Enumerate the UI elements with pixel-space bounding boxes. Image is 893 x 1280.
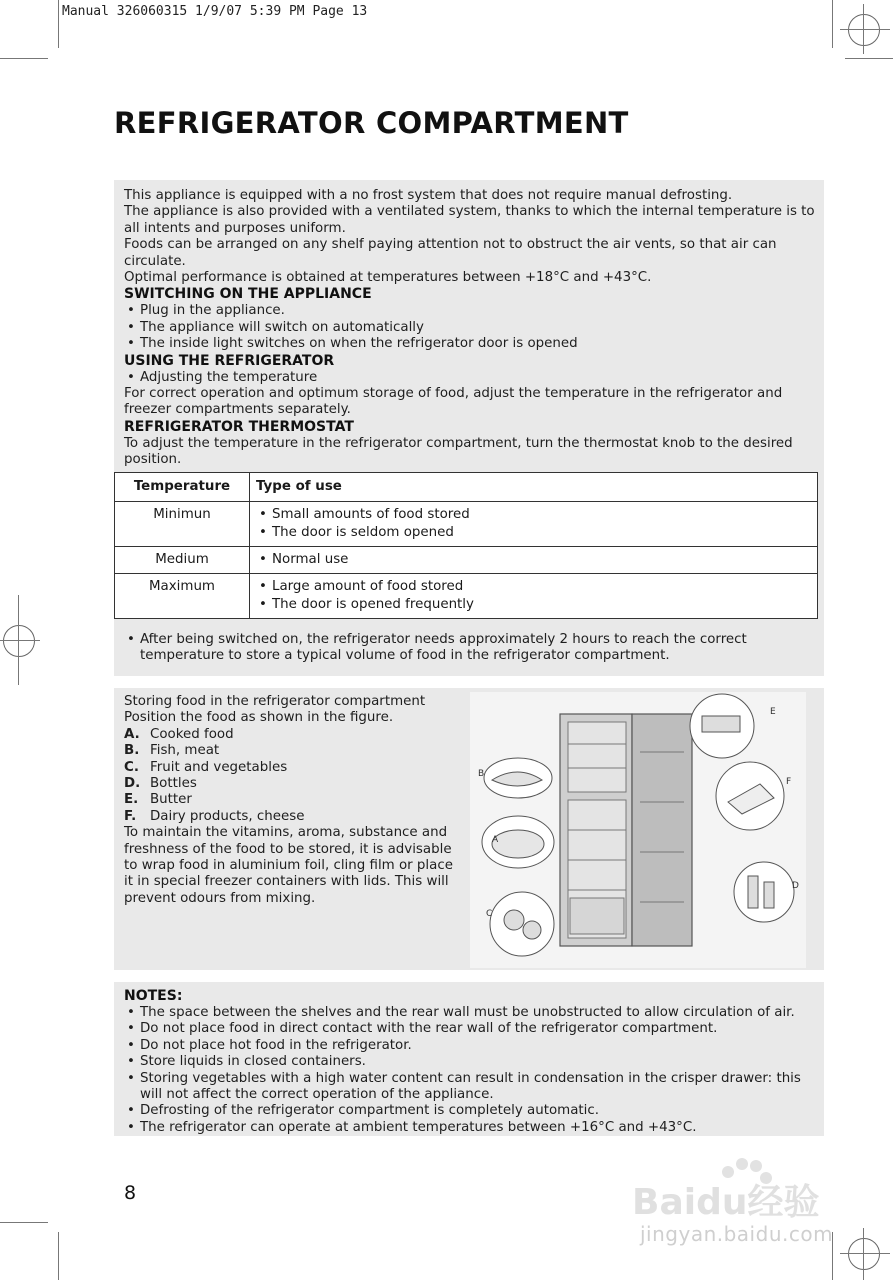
after-switch-on-note: • After being switched on, the refrigerator needs approximately 2 hours to reach the correct temperature to store a typical volume of food in the refrigerator compartment. <box>124 632 814 665</box>
crop-mark <box>840 29 890 30</box>
fridge-right-door <box>632 714 692 946</box>
figure-label-d: D <box>792 881 799 891</box>
figure-label-c: C <box>486 909 493 919</box>
svg-text:Baidu经验: Baidu经验 <box>632 1182 820 1223</box>
crop-mark <box>0 58 48 59</box>
note-item: • Defrosting of the refrigerator compartment is completely automatic. <box>124 1103 820 1119</box>
registration-mark-icon <box>848 1238 880 1270</box>
use-item: • The door is seldom opened <box>256 524 811 542</box>
storing-instruction: Position the food as shown in the figure. <box>124 710 394 726</box>
page-title: REFRIGERATOR COMPARTMENT <box>114 106 629 140</box>
crop-mark <box>58 1232 59 1280</box>
crop-mark <box>840 1253 890 1254</box>
using-text: For correct operation and optimum storage of food, adjust the temperature in the refrigerator and freezer compartments separately. <box>124 386 783 418</box>
use-item: • The door is opened frequently <box>256 596 811 614</box>
column-header-type-of-use: Type of use <box>250 473 818 502</box>
note-item: • Store liquids in closed containers. <box>124 1054 820 1070</box>
food-item: C. Fruit and vegetables <box>124 759 288 775</box>
note-item: • Do not place hot food in the refrigerator. <box>124 1038 820 1054</box>
temperature-level: Medium <box>115 547 250 574</box>
section-heading-switching-on: SWITCHING ON THE APPLIANCE <box>124 286 372 303</box>
crop-mark <box>58 0 59 48</box>
temperature-level: Maximum <box>115 574 250 619</box>
use-item: • Normal use <box>256 551 811 569</box>
intro-text: This appliance is equipped with a no frost system that does not require manual defrosting. <box>124 188 733 203</box>
food-item: A. Cooked food <box>124 726 234 742</box>
print-header: Manual 326060315 1/9/07 5:39 PM Page 13 <box>62 4 368 19</box>
note-item: • The space between the shelves and the rear wall must be unobstructed to allow circulation of air. <box>124 1005 820 1021</box>
fruit <box>523 921 541 939</box>
notes-panel <box>114 982 824 1136</box>
figure-label-e: E <box>770 707 776 717</box>
intro-panel <box>114 180 824 676</box>
storing-food-panel <box>114 688 824 970</box>
note-item: • Do not place food in direct contact with the rear wall of the refrigerator compartment. <box>124 1021 820 1037</box>
notes-heading: NOTES: <box>124 988 183 1004</box>
use-item: • Large amount of food stored <box>256 578 811 596</box>
crisper-drawer <box>570 898 624 934</box>
list-item: • The appliance will switch on automatically <box>124 320 820 336</box>
registration-mark-icon <box>3 625 35 657</box>
bottle <box>764 882 774 908</box>
page-number: 8 <box>124 1182 137 1204</box>
figure-label-f: F <box>786 777 792 787</box>
storing-heading: Storing food in the refrigerator compartment <box>124 694 426 709</box>
note-item: • Storing vegetables with a high water content can result in condensation in the crisper drawer: this will not affect the correct operation of the appliance. <box>124 1071 820 1104</box>
thermostat-text: To adjust the temperature in the refrigerator compartment, turn the thermostat knob to the desired position. <box>124 435 793 468</box>
butter-dish <box>702 716 740 732</box>
crop-mark <box>845 58 893 59</box>
food-item: E. Butter <box>124 792 192 808</box>
list-item: • Adjusting the temperature <box>124 370 820 386</box>
registration-mark-icon <box>848 14 880 46</box>
crop-mark <box>832 0 833 48</box>
bottle <box>748 876 758 908</box>
freezer-interior <box>568 722 626 792</box>
food-item: B. Fish, meat <box>124 743 220 759</box>
section-heading-thermostat: REFRIGERATOR THERMOSTAT <box>124 418 354 435</box>
list-item: • Plug in the appliance. <box>124 303 820 319</box>
note-item: • The refrigerator can operate at ambient temperatures between +16°C and +43°C. <box>124 1120 820 1136</box>
food-item: F. Dairy products, cheese <box>124 808 305 824</box>
section-heading-using: USING THE REFRIGERATOR <box>124 352 335 369</box>
storing-advice: To maintain the vitamins, aroma, substance and freshness of the food to be stored, it is advisable to wrap food in aluminium foil, cling film or place it in special freezer containers with lids. This will prevent odours from mixing. <box>124 825 453 906</box>
table-row <box>115 574 818 619</box>
intro-text: Optimal performance is obtained at temperatures between +18°C and +43°C. <box>124 270 652 286</box>
intro-text: Foods can be arranged on any shelf paying attention not to obstruct the air vents, so that air can circulate. <box>124 237 777 269</box>
temperature-level: Minimun <box>115 502 250 547</box>
figure-label-b: B <box>478 769 485 779</box>
crop-mark <box>0 640 40 641</box>
food-item: D. Bottles <box>124 776 197 792</box>
list-item: • The inside light switches on when the refrigerator door is opened <box>124 336 820 352</box>
fruit <box>504 910 524 930</box>
plate <box>492 830 544 858</box>
watermark-url: jingyan.baidu.com <box>640 1222 834 1246</box>
crop-mark <box>0 1222 48 1223</box>
figure-label-a: A <box>492 835 499 845</box>
temperature-table <box>114 472 818 619</box>
column-header-temperature: Temperature <box>115 473 250 502</box>
table-row <box>115 547 818 574</box>
use-item: • Small amounts of food stored <box>256 506 811 524</box>
intro-text: The appliance is also provided with a ventilated system, thanks to which the internal temperature is to all intents and purposes uniform. <box>124 204 815 236</box>
table-row <box>115 502 818 547</box>
refrigerator-figure <box>470 692 806 968</box>
table-header-row <box>115 473 818 502</box>
crop-mark <box>863 1228 864 1280</box>
